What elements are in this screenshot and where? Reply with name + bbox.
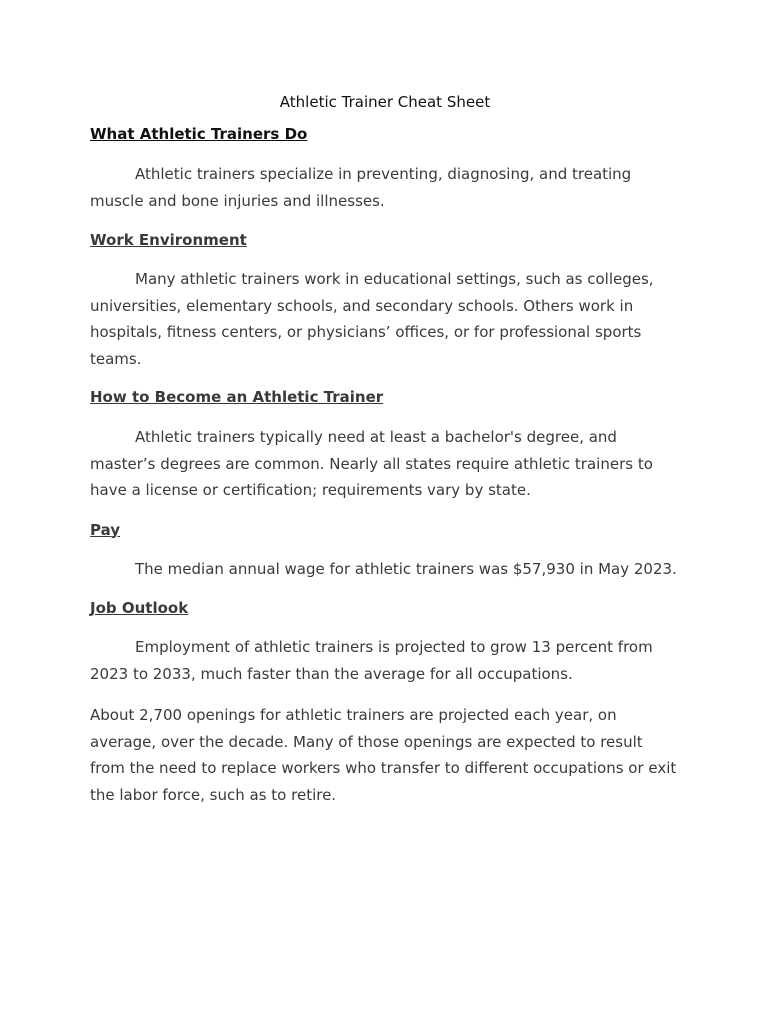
section-paragraph: The median annual wage for athletic trainers was $57,930 in May 2023. — [135, 559, 677, 578]
section-heading-work-environment: Work Environment — [90, 231, 247, 249]
document-page — [90, 92, 680, 808]
section-heading-how-to-become: How to Become an Athletic Trainer — [90, 388, 384, 406]
section-heading-job-outlook: Job Outlook — [90, 599, 189, 617]
section-heading-what-athletic-trainers-do: What Athletic Trainers Do — [90, 125, 308, 143]
section-paragraph: Many athletic trainers work in educational settings, such as colleges, universities, elementary schools, and secondary schools. Others work in hospitals, fitness centers, or physicians’ offices, or for professional sports teams. — [90, 270, 654, 368]
section-paragraph: Athletic trainers typically need at least a bachelor's degree, and master’s degrees are common. Nearly all states require athletic trainers to have a license or certification; requirements vary by state. — [90, 428, 653, 499]
section-paragraph: Employment of athletic trainers is projected to grow 13 percent from 2023 to 2033, much faster than the average for all occupations. — [90, 638, 653, 683]
section-paragraph: About 2,700 openings for athletic trainers are projected each year, on average, over the decade. Many of those openings are expected to result from the need to replace workers who transfer to different occupations or exit the labor force, such as to retire. — [90, 706, 677, 804]
document-title: Athletic Trainer Cheat Sheet — [279, 93, 491, 111]
section-heading-pay: Pay — [90, 520, 121, 539]
section-paragraph: Athletic trainers specialize in preventing, diagnosing, and treating muscle and bone injuries and illnesses. — [90, 165, 632, 210]
